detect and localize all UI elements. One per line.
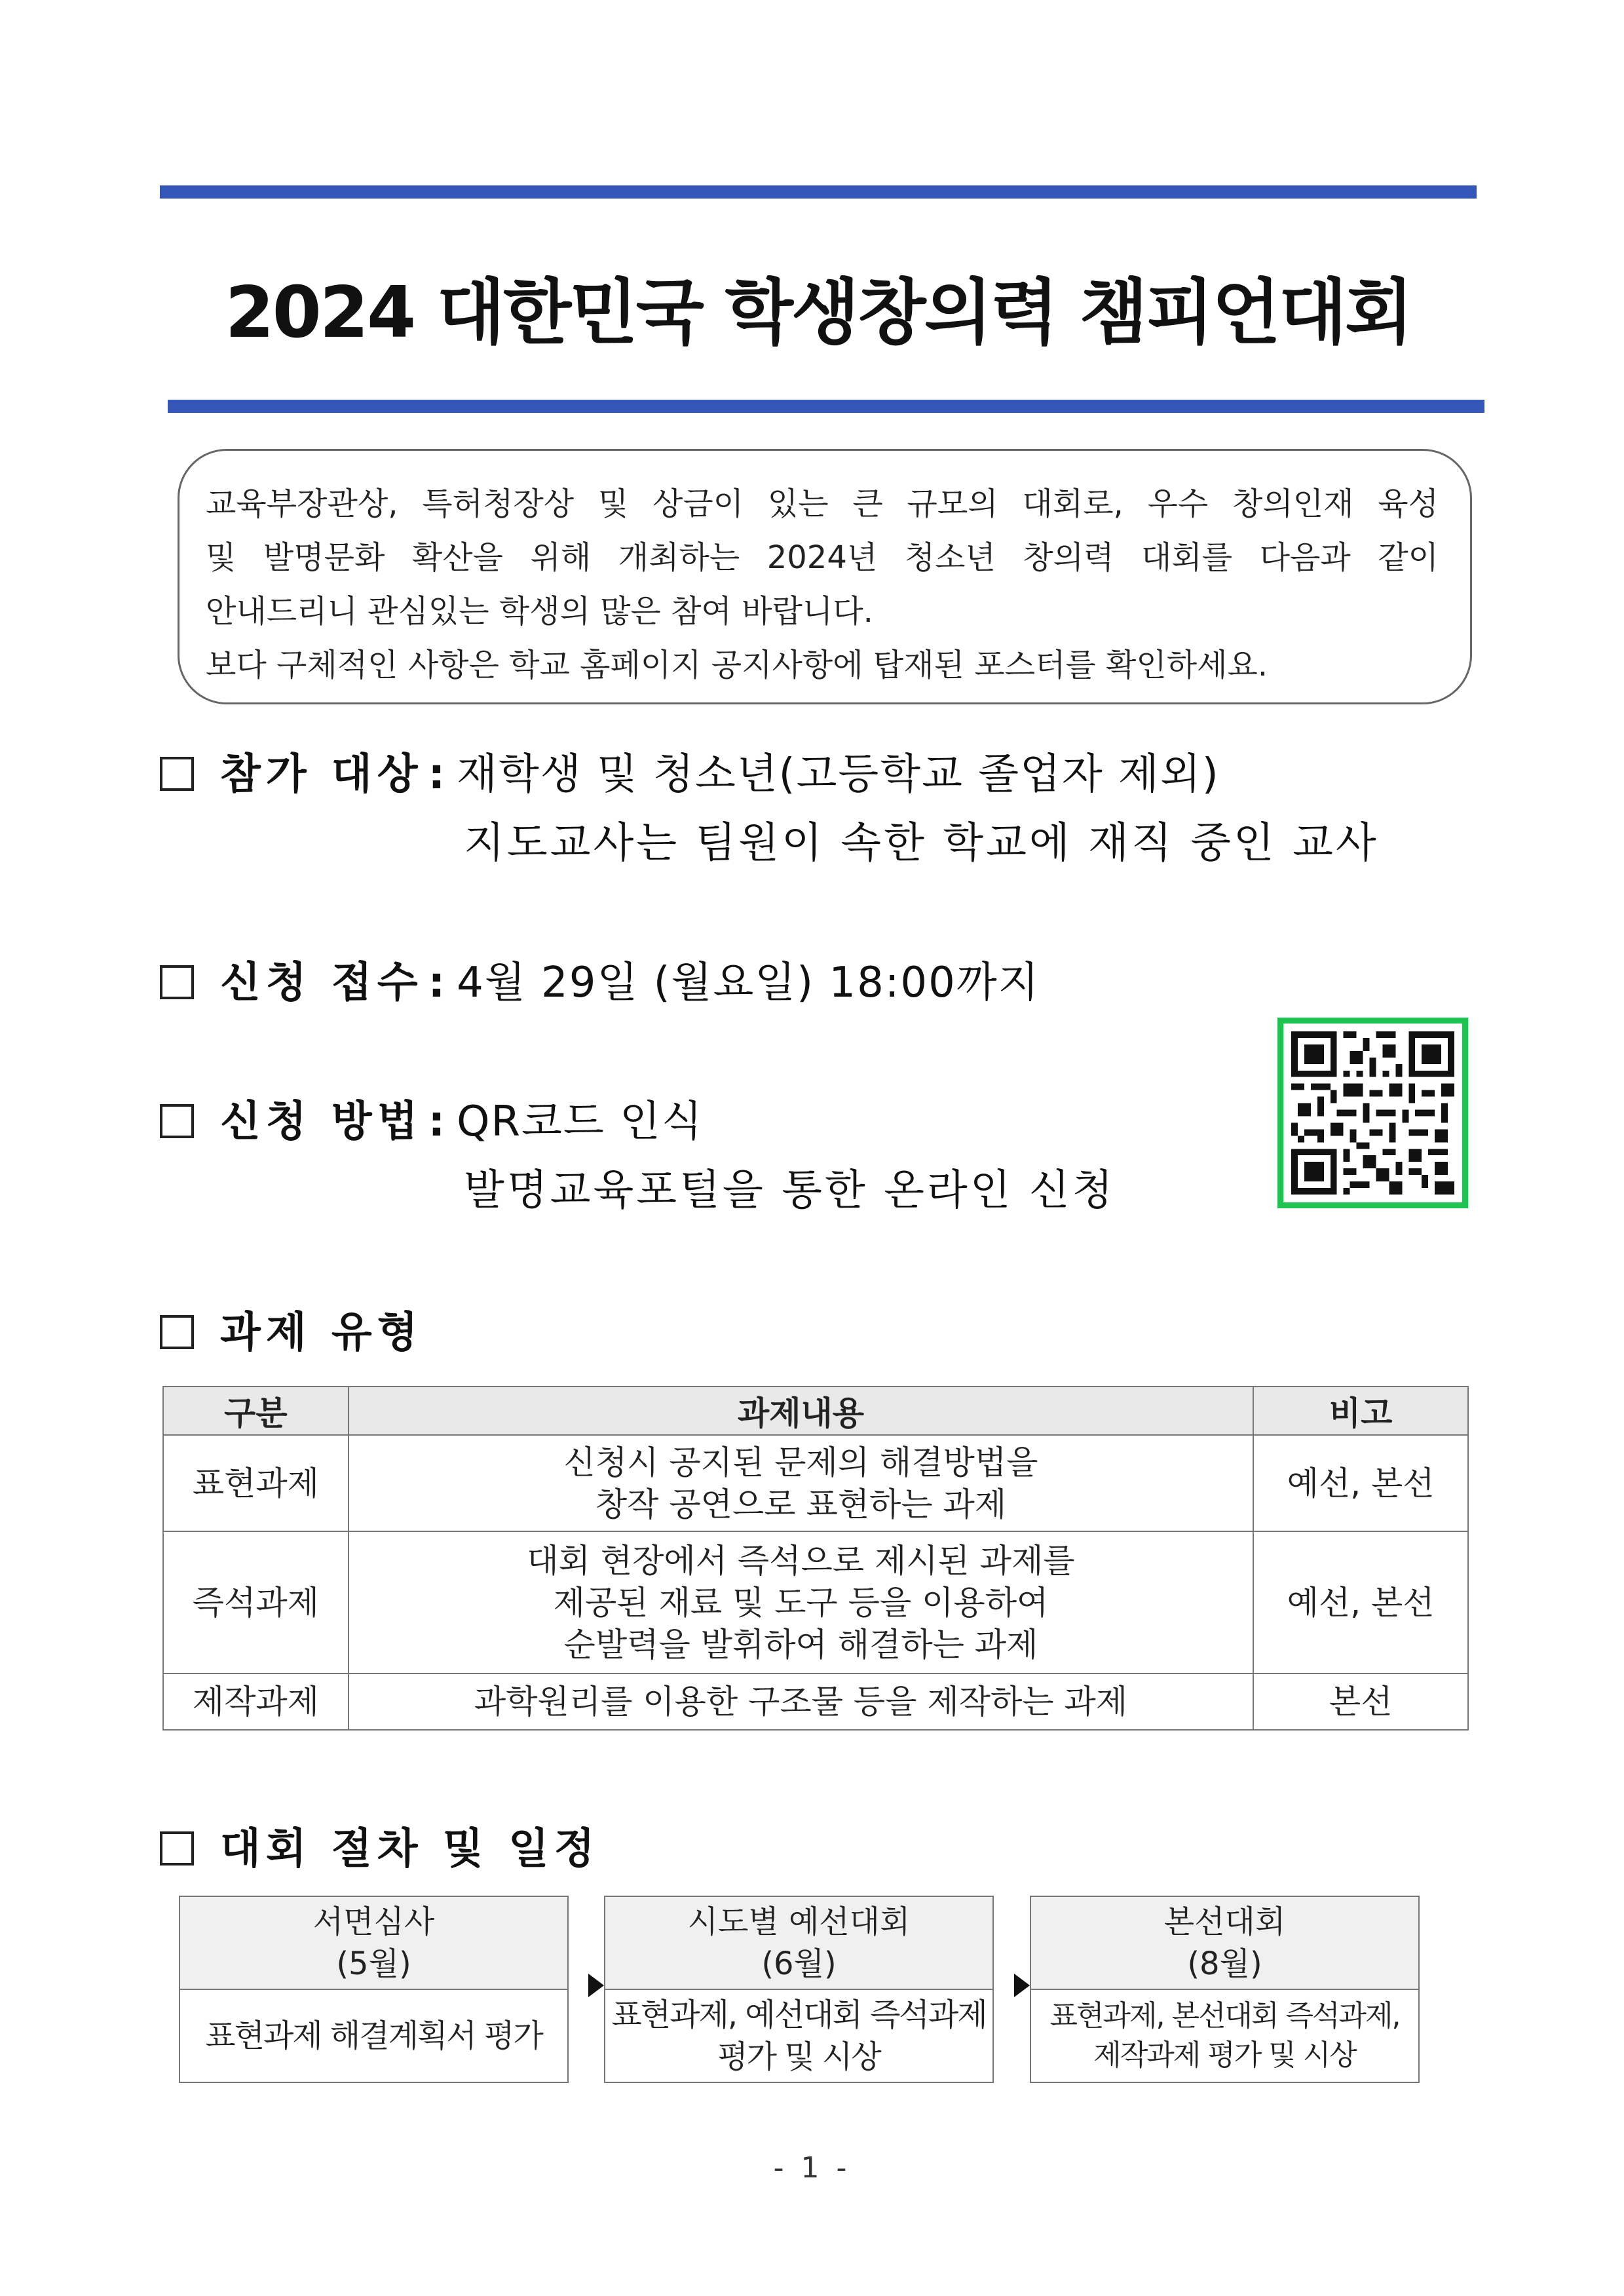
section-value-continued: 발명교육포털을 통한 온라인 신청	[464, 1166, 1116, 1215]
section-deadline	[160, 949, 1040, 1009]
checkbox-square-icon	[160, 1831, 194, 1866]
checkbox-square-icon	[160, 965, 194, 999]
section-value-continued: 지도교사는 팀원이 속한 학교에 재직 중인 교사	[464, 819, 1379, 868]
task-note-cell: 예선, 본선	[1253, 1531, 1468, 1674]
section-task-types	[160, 1299, 423, 1359]
procedure-step-title: 서면심사	[312, 1904, 435, 1940]
procedure-step-period: (8월)	[1187, 1945, 1262, 1982]
arrow-right-icon	[588, 1974, 604, 1997]
table-header: 구분	[163, 1387, 349, 1435]
table-header: 비고	[1253, 1387, 1468, 1435]
qr-code-icon	[1291, 1031, 1454, 1195]
intro-line: 및 발명문화 확산을 위해 개최하는 2024년 청소년 창의력 대회를 다음과 같이	[206, 539, 1439, 576]
procedure-step-header	[1031, 1897, 1418, 1990]
section-label: 신청 방법	[220, 1098, 423, 1146]
task-type-table	[162, 1386, 1469, 1731]
intro-line: 안내드리니 관심있는 학생의 많은 참여 바랍니다.	[206, 593, 873, 630]
colon: :	[428, 959, 445, 1007]
procedure-step-title: 시도별 예선대회	[687, 1904, 911, 1940]
section-participants	[160, 740, 1220, 801]
task-note-cell: 본선	[1253, 1674, 1468, 1730]
qr-code-frame[interactable]	[1277, 1018, 1468, 1208]
page-number: - 1 -	[773, 2151, 851, 2185]
title-top-rule	[160, 185, 1477, 199]
task-type-cell: 표현과제	[163, 1435, 349, 1531]
task-note-cell: 예선, 본선	[1253, 1435, 1468, 1531]
document-title: 2024 대한민국 학생창의력 챔피언대회	[225, 272, 1412, 354]
section-label: 과제 유형	[220, 1309, 423, 1357]
procedure-step-period: (6월)	[761, 1945, 837, 1982]
task-content-cell	[349, 1531, 1254, 1674]
procedure-step-desc: 표현과제 해결계획서 평가	[205, 2018, 542, 2054]
section-value: 4월 29일 (월요일) 18:00까지	[457, 959, 1040, 1007]
procedure-step-desc: 평가 및 시상	[717, 2038, 880, 2075]
task-content-line: 창작 공연으로 표현하는 과제	[595, 1485, 1007, 1523]
procedure-step-body	[1031, 1990, 1418, 2082]
procedure-step	[604, 1896, 994, 2083]
procedure-step-period: (5월)	[336, 1945, 411, 1982]
procedure-step-header	[180, 1897, 567, 1990]
colon: :	[428, 1098, 445, 1146]
section-method	[160, 1088, 704, 1148]
procedure-step-body	[180, 1990, 567, 2082]
procedure-step	[1030, 1896, 1420, 2083]
task-content-line: 제공된 재료 및 도구 등을 이용하여	[553, 1583, 1049, 1622]
task-content-line: 신청시 공지된 문제의 해결방법을	[563, 1443, 1038, 1482]
table-header: 과제내용	[349, 1387, 1254, 1435]
checkbox-square-icon	[160, 1315, 194, 1349]
procedure-step-desc: 제작과제 평가 및 시상	[1093, 2038, 1356, 2072]
arrow-right-icon	[1014, 1974, 1030, 1997]
title-bottom-rule	[168, 400, 1484, 413]
table-header-row	[163, 1387, 1468, 1435]
task-content-line: 과학원리를 이용한 구조물 등을 제작하는 과제	[474, 1683, 1128, 1721]
section-label: 신청 접수	[220, 959, 423, 1007]
procedure-step-desc: 표현과제, 본선대회 즉석과제,	[1049, 1999, 1400, 2033]
table-row	[163, 1531, 1468, 1674]
procedure-step-header	[605, 1897, 992, 1990]
task-type-cell: 즉석과제	[163, 1531, 349, 1674]
section-procedure	[160, 1815, 600, 1875]
task-content-line: 순발력을 발휘하여 해결하는 과제	[563, 1625, 1038, 1664]
colon: :	[428, 750, 445, 799]
intro-line: 교육부장관상, 특허청장상 및 상금이 있는 큰 규모의 대회로, 우수 창의인재 육성	[206, 486, 1439, 522]
section-label: 대회 절차 및 일정	[220, 1825, 600, 1873]
intro-box	[178, 449, 1472, 704]
table-row	[163, 1674, 1468, 1730]
checkbox-square-icon	[160, 1104, 194, 1138]
task-content-line: 대회 현장에서 즉석으로 제시된 과제를	[527, 1541, 1075, 1580]
section-value: QR코드 인식	[457, 1098, 704, 1146]
procedure-step-body	[605, 1990, 992, 2082]
task-type-cell: 제작과제	[163, 1674, 349, 1730]
intro-line: 보다 구체적인 사항은 학교 홈페이지 공지사항에 탑재된 포스터를 확인하세요.	[206, 647, 1268, 683]
procedure-step-title: 본선대회	[1163, 1904, 1286, 1940]
section-label: 참가 대상	[220, 750, 423, 799]
task-content-cell	[349, 1435, 1254, 1531]
task-content-cell	[349, 1674, 1254, 1730]
procedure-step-desc: 표현과제, 예선대회 즉석과제	[611, 1997, 987, 2033]
section-value: 재학생 및 청소년(고등학교 졸업자 제외)	[457, 750, 1220, 799]
checkbox-square-icon	[160, 757, 194, 791]
procedure-step	[179, 1896, 569, 2083]
table-row	[163, 1435, 1468, 1531]
